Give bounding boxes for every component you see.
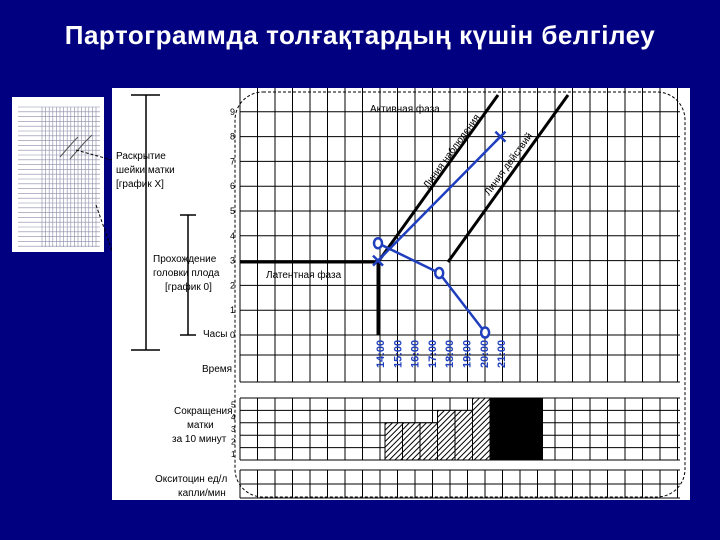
y-tick-label: 7: [230, 156, 236, 167]
time-label-value: 19:00: [461, 339, 474, 368]
head-label-3: [график 0]: [165, 282, 212, 293]
active-phase-label: Активная фаза: [370, 104, 440, 115]
cervix-bracket: [131, 95, 160, 350]
contraction-bar: [438, 410, 456, 460]
head-label-1: Прохождение: [153, 254, 217, 265]
oxytocin-label-2: капли/мин: [178, 488, 226, 499]
contraction-tick-label: 3: [231, 425, 236, 435]
slide-title: Партограммда толғақтардың күшін белгілеу: [64, 20, 656, 50]
action-line-label: Линия действий: [482, 131, 536, 198]
y-tick-label: 5: [230, 206, 236, 216]
y-tick-label: 9: [230, 106, 236, 117]
hours-label: Часы: [203, 329, 228, 340]
cervix-label-2: шейки матки: [116, 165, 175, 176]
head-o-marker: [374, 238, 382, 248]
time-label-value: 17:00: [426, 339, 439, 368]
contraction-bar: [403, 423, 421, 460]
y-tick-label: 0: [230, 330, 236, 340]
head-o-marker: [435, 268, 443, 278]
partograph-thumbnail: [12, 97, 104, 252]
contraction-bar: [455, 410, 473, 460]
y-tick-label: 8: [230, 131, 236, 142]
contractions-label-2: матки: [187, 420, 214, 431]
contractions-label-3: за 10 минут: [172, 434, 227, 445]
oxytocin-label-1: Окситоцин ед/л: [155, 474, 228, 485]
time-label: Время: [202, 364, 233, 375]
contraction-tick-label: 4: [231, 412, 236, 422]
head-plot-line: [378, 243, 485, 332]
time-label-value: 15:00: [392, 339, 405, 368]
y-tick-label: 6: [230, 181, 236, 192]
partograph-panel: [112, 88, 690, 500]
time-label-value: 16:00: [409, 339, 422, 368]
action-line: [448, 95, 568, 262]
cervix-plot-line: [378, 137, 500, 261]
time-label-value: 18:00: [444, 339, 457, 368]
contraction-tick-label: 2: [231, 437, 236, 447]
y-tick-label: 3: [230, 255, 236, 266]
oxytocin-grid: [240, 470, 680, 498]
contraction-bar: [508, 398, 526, 460]
y-tick-label: 2: [230, 280, 236, 291]
alert-line-label: Линия наблюдения: [421, 112, 483, 191]
contraction-bar: [490, 398, 508, 460]
contraction-bars: [385, 398, 543, 460]
time-label-value: 21:00: [496, 339, 509, 368]
contraction-bar: [420, 423, 438, 460]
contraction-bar: [385, 423, 403, 460]
y-tick-label: 4: [230, 230, 236, 241]
head-o-marker: [481, 328, 489, 338]
contraction-bar: [473, 398, 491, 460]
time-label-value: 14:00: [375, 339, 387, 368]
contraction-tick-label: 5: [231, 400, 236, 410]
cervix-label-3: [график X]: [116, 179, 164, 190]
head-label-2: головки плода: [153, 268, 220, 279]
contractions-label-1: Сокращения: [174, 406, 233, 417]
time-label-value: 20:00: [478, 339, 491, 368]
contraction-bar: [525, 398, 543, 460]
latent-phase-label: Латентная фаза: [266, 270, 342, 281]
contraction-tick-label: 1: [231, 450, 236, 459]
y-tick-label: 1: [230, 305, 236, 316]
cervix-label-1: Раскрытие: [116, 151, 166, 162]
